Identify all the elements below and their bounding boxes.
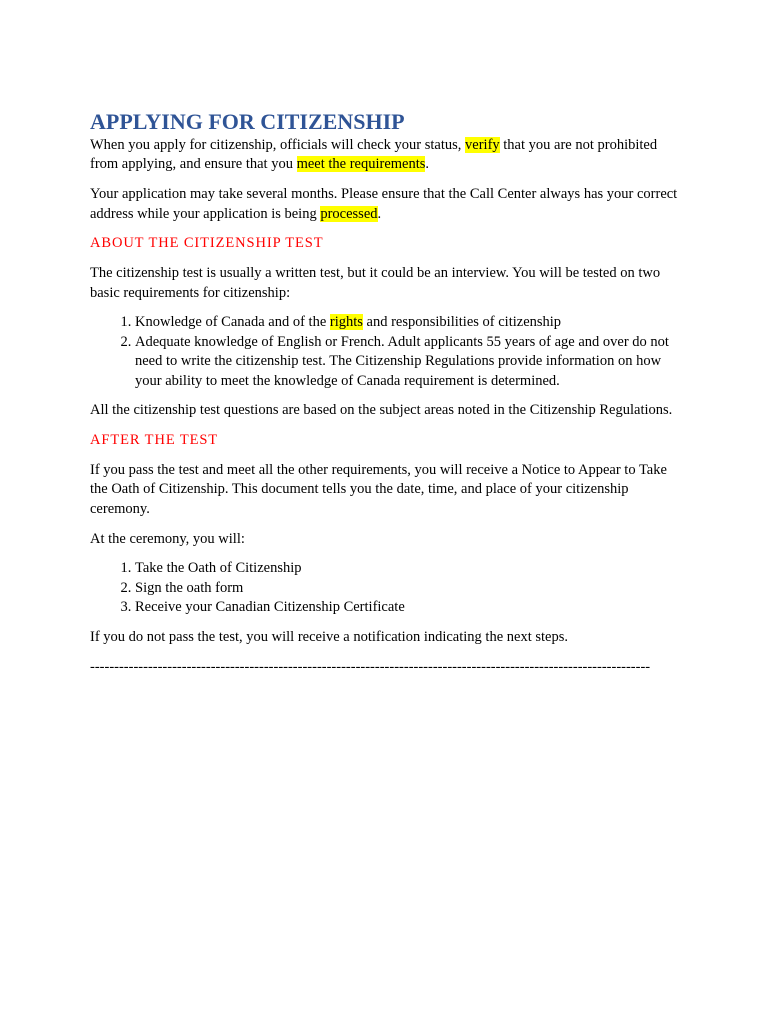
ceremony-steps-list <box>90 559 686 617</box>
list-item: 1. Take the Oath of Citizenship <box>135 559 686 578</box>
intro-text-1: When you apply for citizenship, officials will check your status, <box>90 137 466 153</box>
test-questions-paragraph: All the citizenship test questions are based on the subject areas noted in the Citizenship Regulations. <box>90 402 673 419</box>
highlight-rights: rights <box>329 314 363 331</box>
list-item: 3. Receive your Canadian Citizenship Certificate <box>135 598 686 617</box>
list-item: 2. Sign the oath form <box>135 579 686 598</box>
application-text-2: . <box>377 205 382 222</box>
intro-text-2: that you are not prohibited from applying, and ensure that you <box>90 137 658 173</box>
page-title: APPLYING FOR CITIZENSHIP <box>90 109 405 134</box>
requirements-list <box>90 313 686 391</box>
application-text-1: Your application may take several months. Please ensure that the Call Center always has your correct address while your application is being <box>90 186 678 222</box>
ceremony-intro-paragraph: At the ceremony, you will: <box>90 530 245 547</box>
item1-text-1: Knowledge of Canada and of the <box>135 314 330 331</box>
document-body <box>90 108 686 677</box>
list-item: 2. Adequate knowledge of English or French. Adult applicants 55 years of age and over do not need to write the citizenship test. The Citizenship Regulations provide information on how your ability to meet the knowledge of Canada requirement is determined. <box>135 333 686 391</box>
highlight-verify: verify <box>465 137 500 153</box>
section-heading-about-test: ABOUT THE CITIZENSHIP TEST <box>90 235 324 252</box>
section-heading-after-test: AFTER THE TEST <box>90 432 219 449</box>
application-paragraph <box>90 185 686 224</box>
intro-text-3: . <box>425 156 430 173</box>
highlight-processed: processed <box>320 205 378 222</box>
item1-text-2: and responsibilities of citizenship <box>362 314 562 331</box>
highlight-meet-requirements: meet the requirements <box>296 156 426 173</box>
about-test-paragraph: The citizenship test is usually a written test, but it could be an interview. You will be tested on two basic requirements for citizenship: <box>90 265 661 301</box>
fail-notice-paragraph: If you do not pass the test, you will receive a notification indicating the next steps. <box>90 629 568 646</box>
after-test-paragraph: If you pass the test and meet all the other requirements, you will receive a Notice to Appear to Take the Oath of Citizenship. This document tells you the date, time, and place of your citizenship ceremony. <box>90 462 667 517</box>
dashed-divider: -------------------------------------------------------------------------------------------------------------------- <box>90 658 651 675</box>
list-item <box>135 313 686 332</box>
intro-paragraph <box>90 136 686 175</box>
